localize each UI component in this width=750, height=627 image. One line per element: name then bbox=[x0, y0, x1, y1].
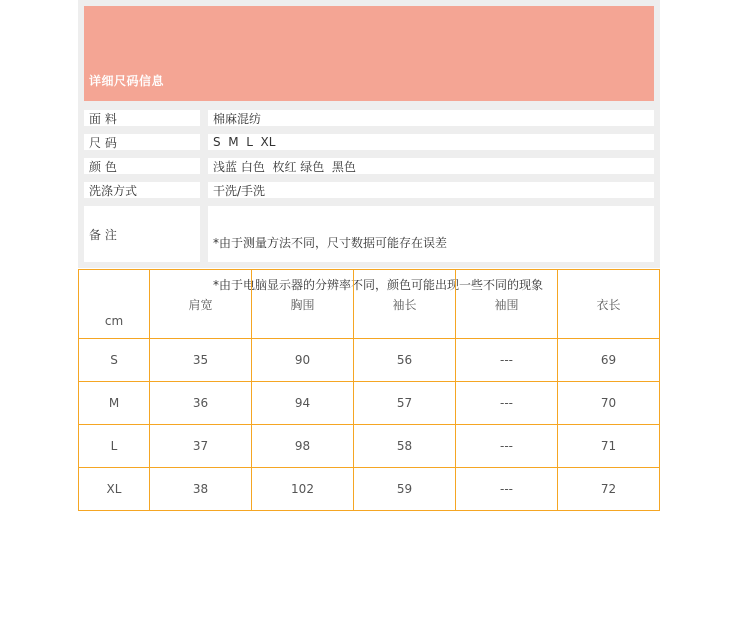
info-value: S M L XL bbox=[208, 134, 654, 150]
table-row bbox=[79, 468, 660, 511]
table-cell: 72 bbox=[558, 468, 660, 511]
table-cell: 94 bbox=[252, 382, 354, 425]
info-value: 棉麻混纺 bbox=[208, 110, 654, 126]
table-header-row bbox=[79, 270, 660, 339]
header-cell: 衣长 bbox=[558, 270, 660, 339]
info-row-washing bbox=[84, 182, 654, 198]
info-label: 面 料 bbox=[84, 110, 200, 126]
table-row bbox=[79, 339, 660, 382]
table-cell: 59 bbox=[354, 468, 456, 511]
info-label: 颜 色 bbox=[84, 158, 200, 174]
table-cell: --- bbox=[456, 339, 558, 382]
info-row-size bbox=[84, 134, 654, 150]
note-line: *由于电脑显示器的分辨率不同，颜色可能出现一些不同的现象 bbox=[213, 278, 544, 292]
size-cell: S bbox=[79, 339, 150, 382]
table-cell: 56 bbox=[354, 339, 456, 382]
banner bbox=[84, 6, 654, 101]
info-row-notes bbox=[84, 206, 654, 292]
notes-value bbox=[208, 206, 654, 292]
info-label: 备 注 bbox=[84, 206, 200, 262]
table-cell: 58 bbox=[354, 425, 456, 468]
info-row-fabric bbox=[84, 110, 654, 126]
table-cell: 98 bbox=[252, 425, 354, 468]
table-cell: 70 bbox=[558, 382, 660, 425]
size-table bbox=[78, 269, 660, 511]
header-cell: 肩宽 bbox=[150, 270, 252, 339]
table-cell: 57 bbox=[354, 382, 456, 425]
info-label: 洗涤方式 bbox=[84, 182, 200, 198]
table-cell: 37 bbox=[150, 425, 252, 468]
table-cell: --- bbox=[456, 425, 558, 468]
header-cell: 袖围 bbox=[456, 270, 558, 339]
table-cell: 102 bbox=[252, 468, 354, 511]
table-cell: 36 bbox=[150, 382, 252, 425]
table-row bbox=[79, 425, 660, 468]
size-cell: XL bbox=[79, 468, 150, 511]
table-cell: 71 bbox=[558, 425, 660, 468]
info-row-color bbox=[84, 158, 654, 174]
table-cell: --- bbox=[456, 382, 558, 425]
header-cell: 胸围 bbox=[252, 270, 354, 339]
info-value: 浅蓝 白色 枚红 绿色 黑色 bbox=[208, 158, 654, 174]
unit-cell: cm bbox=[79, 270, 150, 339]
header-cell: 袖长 bbox=[354, 270, 456, 339]
table-cell: 69 bbox=[558, 339, 660, 382]
info-label: 尺 码 bbox=[84, 134, 200, 150]
info-value: 干洗/手洗 bbox=[208, 182, 654, 198]
table-row bbox=[79, 382, 660, 425]
table-cell: 90 bbox=[252, 339, 354, 382]
table-cell: --- bbox=[456, 468, 558, 511]
size-cell: L bbox=[79, 425, 150, 468]
size-cell: M bbox=[79, 382, 150, 425]
banner-title: 详细尺码信息 bbox=[89, 74, 165, 88]
note-line: *由于测量方法不同，尺寸数据可能存在误差 bbox=[213, 236, 448, 250]
table-cell: 35 bbox=[150, 339, 252, 382]
table-cell: 38 bbox=[150, 468, 252, 511]
